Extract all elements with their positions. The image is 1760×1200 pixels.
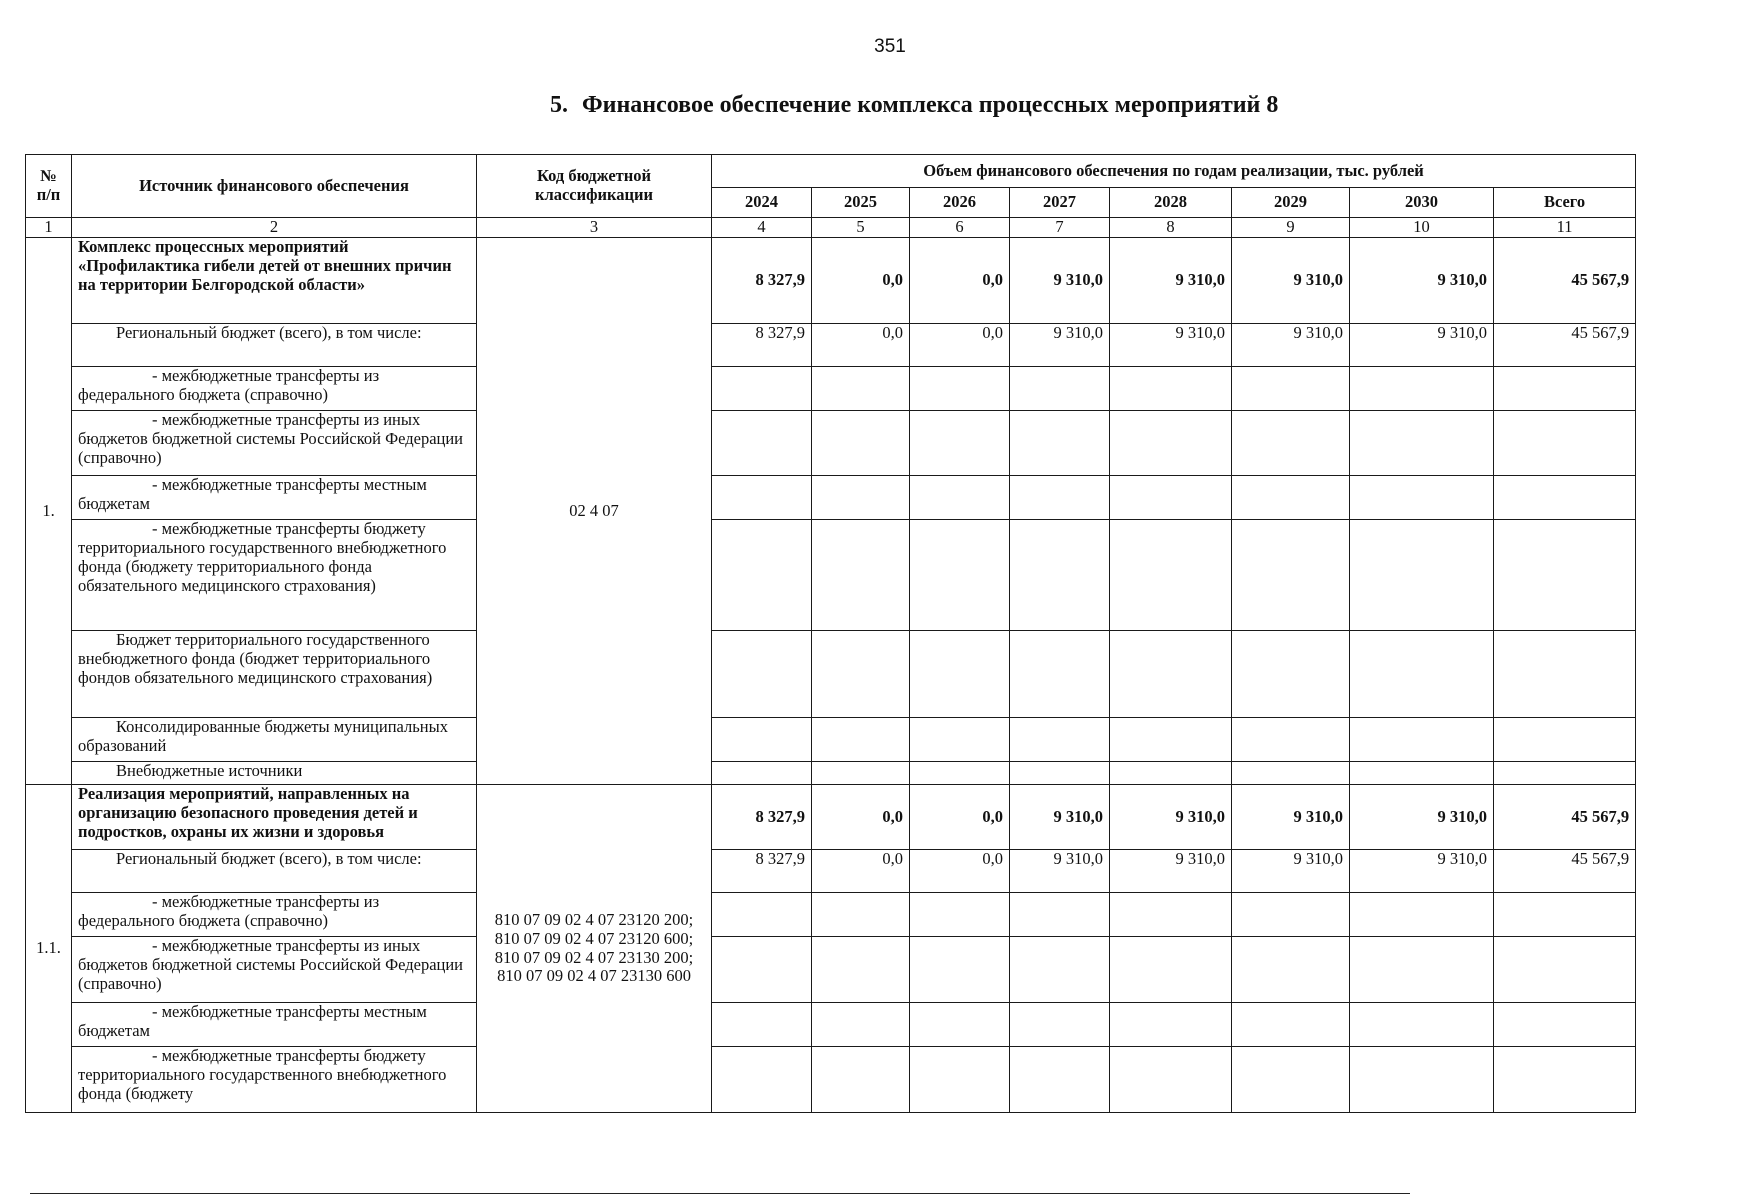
table-row	[26, 476, 1636, 520]
table-row	[26, 238, 1636, 324]
table-row	[26, 411, 1636, 476]
column-index: 4	[712, 218, 812, 238]
header-year: 2026	[910, 188, 1010, 218]
value-cell: 8 327,9	[712, 238, 812, 324]
value-cell: 9 310,0	[1010, 324, 1110, 367]
table-row	[26, 762, 1636, 785]
value-cell: 9 310,0	[1110, 324, 1232, 367]
header-row	[26, 155, 1636, 188]
value-cell: 8 327,9	[712, 324, 812, 367]
value-cell: 9 310,0	[1110, 785, 1232, 850]
source-cell: - межбюджетные трансферты бюджету территориального государственного внебюджетного фонда (бюджету	[72, 1047, 477, 1113]
column-index: 9	[1232, 218, 1350, 238]
value-cell: 9 310,0	[1350, 785, 1494, 850]
value-cell: 0,0	[910, 238, 1010, 324]
title-number: 5.	[550, 92, 568, 118]
value-cell: 9 310,0	[1010, 785, 1110, 850]
table-row	[26, 520, 1636, 631]
value-cell: 9 310,0	[1010, 238, 1110, 324]
source-cell: Региональный бюджет (всего), в том числе:	[72, 324, 477, 367]
table-row	[26, 324, 1636, 367]
total-cell: 45 567,9	[1494, 238, 1636, 324]
value-cell: 9 310,0	[1110, 238, 1232, 324]
total-cell: 45 567,9	[1494, 850, 1636, 893]
total-cell: 45 567,9	[1494, 785, 1636, 850]
header-total: Всего	[1494, 188, 1636, 218]
header-year: 2027	[1010, 188, 1110, 218]
value-cell: 9 310,0	[1350, 324, 1494, 367]
source-cell: - межбюджетные трансферты местным бюджетам	[72, 476, 477, 520]
table-row	[26, 631, 1636, 718]
table-row	[26, 1003, 1636, 1047]
value-cell: 0,0	[812, 785, 910, 850]
column-index: 8	[1110, 218, 1232, 238]
header-code: Код бюджетной классификации	[477, 155, 712, 218]
value-cell: 9 310,0	[1232, 850, 1350, 893]
value-cell: 9 310,0	[1110, 850, 1232, 893]
value-cell: 9 310,0	[1350, 238, 1494, 324]
bottom-rule	[30, 1193, 1410, 1194]
value-cell: 8 327,9	[712, 785, 812, 850]
document-title	[550, 92, 1278, 119]
table-row	[26, 937, 1636, 1003]
table-row	[26, 850, 1636, 893]
table-row	[26, 367, 1636, 411]
table-row	[26, 785, 1636, 850]
value-cell: 9 310,0	[1010, 850, 1110, 893]
source-cell: - межбюджетные трансферты из иных бюджетов бюджетной системы Российской Федерации (справочно)	[72, 937, 477, 1003]
source-cell: Консолидированные бюджеты муниципальных образований	[72, 718, 477, 762]
total-cell: 45 567,9	[1494, 324, 1636, 367]
value-cell: 8 327,9	[712, 850, 812, 893]
column-index: 11	[1494, 218, 1636, 238]
budget-code: 02 4 07	[477, 238, 712, 785]
column-index: 7	[1010, 218, 1110, 238]
value-cell: 0,0	[910, 850, 1010, 893]
source-cell: Внебюджетные источники	[72, 762, 477, 785]
source-cell: - межбюджетные трансферты из федерального бюджета (справочно)	[72, 893, 477, 937]
header-year: 2024	[712, 188, 812, 218]
header-year: 2029	[1232, 188, 1350, 218]
table-row	[26, 1047, 1636, 1113]
row-number: 1.1.	[26, 785, 72, 1113]
source-cell: - межбюджетные трансферты бюджету территориального государственного внебюджетного фонда (бюджету территориального фонда обязательного медицинского страхования)	[72, 520, 477, 631]
value-cell: 0,0	[910, 324, 1010, 367]
value-cell: 0,0	[910, 785, 1010, 850]
header-year: 2028	[1110, 188, 1232, 218]
value-cell: 0,0	[812, 238, 910, 324]
source-cell: Бюджет территориального государственного внебюджетного фонда (бюджет территориального фондов обязательного медицинского страхования)	[72, 631, 477, 718]
source-cell: Комплекс процессных мероприятий «Профилактика гибели детей от внешних причин на территории Белгородской области»	[72, 238, 477, 324]
row-number: 1.	[26, 238, 72, 785]
financing-table	[25, 154, 1636, 1113]
value-cell: 9 310,0	[1232, 324, 1350, 367]
column-index: 1	[26, 218, 72, 238]
column-index: 3	[477, 218, 712, 238]
column-index: 6	[910, 218, 1010, 238]
source-cell: Региональный бюджет (всего), в том числе:	[72, 850, 477, 893]
source-cell: Реализация мероприятий, направленных на организацию безопасного проведения детей и подростков, охраны их жизни и здоровья	[72, 785, 477, 850]
column-index: 10	[1350, 218, 1494, 238]
table-row	[26, 893, 1636, 937]
column-index: 2	[72, 218, 477, 238]
title-text: Финансовое обеспечение комплекса процессных мероприятий 8	[582, 92, 1279, 118]
value-cell: 0,0	[812, 324, 910, 367]
source-cell: - межбюджетные трансферты местным бюджетам	[72, 1003, 477, 1047]
header-year: 2025	[812, 188, 910, 218]
source-cell: - межбюджетные трансферты из федерального бюджета (справочно)	[72, 367, 477, 411]
header-source: Источник финансового обеспечения	[72, 155, 477, 218]
value-cell: 9 310,0	[1232, 785, 1350, 850]
header-year: 2030	[1350, 188, 1494, 218]
page-number: 351	[874, 36, 906, 57]
column-index: 5	[812, 218, 910, 238]
value-cell: 0,0	[812, 850, 910, 893]
table-row	[26, 718, 1636, 762]
header-volume: Объем финансового обеспечения по годам реализации, тыс. рублей	[712, 155, 1636, 188]
column-index-row	[26, 218, 1636, 238]
value-cell: 9 310,0	[1232, 238, 1350, 324]
budget-code: 810 07 09 02 4 07 23120 200; 810 07 09 02 4 07 23120 600; 810 07 09 02 4 07 23130 200; 810 07 09 02 4 07 23130 600	[477, 785, 712, 1113]
header-num: № п/п	[26, 155, 72, 218]
source-cell: - межбюджетные трансферты из иных бюджетов бюджетной системы Российской Федерации (справочно)	[72, 411, 477, 476]
value-cell: 9 310,0	[1350, 850, 1494, 893]
